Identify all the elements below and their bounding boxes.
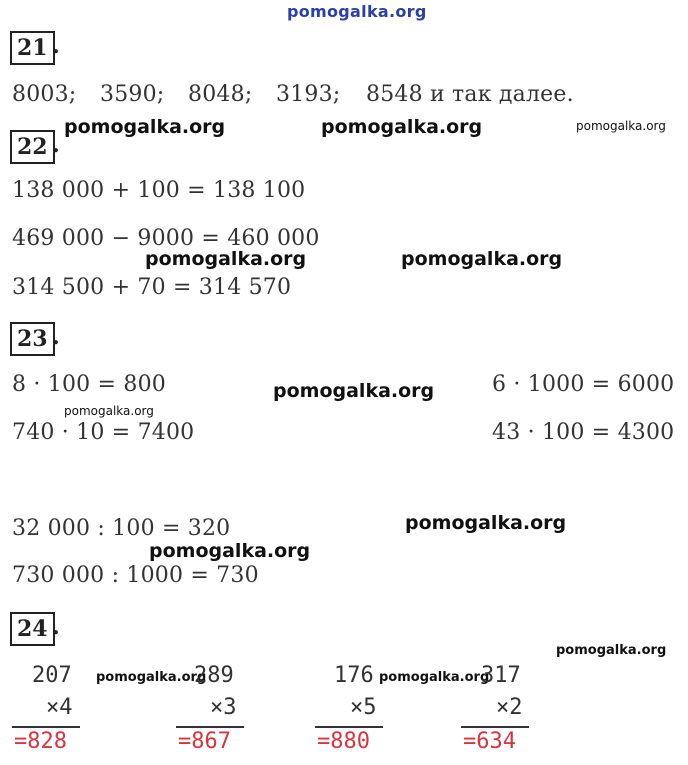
watermark: pomogalka.org [273,380,435,402]
task-number-22-text: 22 [17,134,48,160]
site-header-link[interactable]: pomogalka.org [287,2,427,21]
watermark: pomogalka.org [556,643,667,658]
task-number-22 [10,130,55,164]
watermark: pomogalka.org [64,116,226,138]
mult-top-3: 176 [334,663,374,688]
mult-top-1: 207 [32,663,72,688]
mult-factor-2: ×3 [210,695,237,720]
task21-num-2: 3590; [100,82,165,107]
task22-line-2: 469 000 − 9000 = 460 000 [12,226,320,251]
mult-rule-2 [176,726,244,728]
task22-line-1: 138 000 + 100 = 138 100 [12,178,306,203]
task-number-24-text: 24 [17,616,48,642]
watermark: pomogalka.org [145,248,307,270]
watermark: pomogalka.org [321,116,483,138]
task23-div-1: 32 000 : 100 = 320 [12,516,231,541]
watermark: pomogalka.org [405,512,567,534]
watermark: pomogalka.org [149,540,311,562]
mult-rule-3 [315,726,383,728]
watermark: pomogalka.org [401,248,563,270]
mult-top-4: 317 [481,663,521,688]
task21-tail: и так далее. [430,82,574,107]
task-number-22-dot: . [52,132,60,158]
watermark: pomogalka.org [576,119,666,133]
task22-line-3: 314 500 + 70 = 314 570 [12,275,292,300]
task21-num-3: 8048; [188,82,253,107]
mult-result-1: =828 [14,729,67,754]
task-number-23-text: 23 [17,326,48,352]
task-number-21-text: 21 [17,35,48,61]
task-number-24-dot: . [52,614,60,640]
mult-result-4: =634 [463,729,516,754]
watermark: pomogalka.org [96,670,207,685]
watermark: pomogalka.org [379,670,490,685]
task21-num-4: 3193; [276,82,341,107]
mult-result-3: =880 [317,729,370,754]
mult-factor-1: ×4 [46,695,73,720]
mult-result-2: =867 [178,729,231,754]
mult-factor-3: ×5 [350,695,377,720]
task-number-23 [10,322,55,356]
task-number-21 [10,31,55,65]
task21-num-5: 8548 [366,82,423,107]
task21-num-1: 8003; [12,82,77,107]
watermark: pomogalka.org [64,404,154,418]
task23-div-2: 730 000 : 1000 = 730 [12,563,259,588]
task-number-24 [10,612,55,646]
task23-left-2: 740 · 10 = 7400 [12,420,195,445]
mult-rule-1 [12,726,80,728]
task23-right-2: 43 · 100 = 4300 [492,420,675,445]
task-number-21-dot: . [52,33,60,59]
task23-right-1: 6 · 1000 = 6000 [492,372,675,397]
mult-factor-4: ×2 [496,695,523,720]
mult-rule-4 [461,726,529,728]
mult-top-2: 289 [194,663,234,688]
task-number-23-dot: . [52,324,60,350]
task23-left-1: 8 · 100 = 800 [12,372,166,397]
